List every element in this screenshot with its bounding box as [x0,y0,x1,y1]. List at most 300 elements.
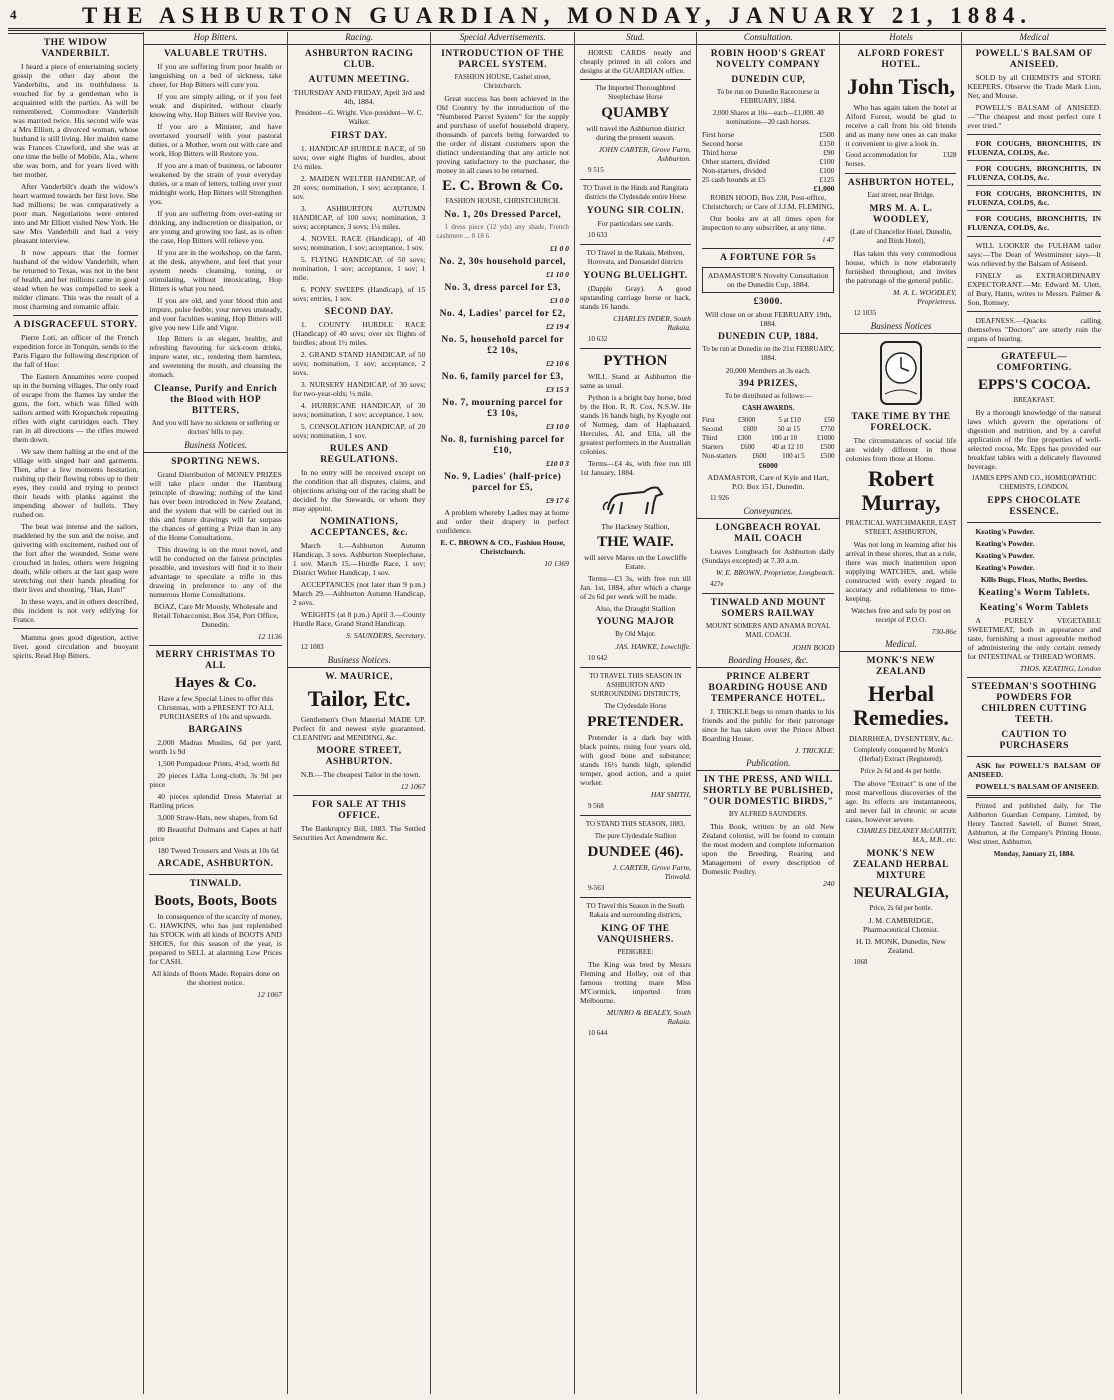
for-sale-text: The Bankruptcy Bill, 1883. The Settled Securities Act Amendment &c. [292,824,426,842]
boots-end: All kinds of Boots Made. Repairs done on the shortest notice. [151,969,280,987]
king-head: TO Travel this Season in the South Rakaia and surrounding districts, [586,902,685,919]
dundee-sub: The pure Clydesdale Stallion [594,832,677,840]
quamby-name: QUAMBY [601,105,670,121]
divider [967,185,1101,186]
cash-a: £600 [743,425,757,433]
race-event: 5. CONSOLATION HANDICAP, of 20 sovs; nomination, 1 sov. [292,422,426,440]
powell3-text: POWELL'S BALSAM OF ANISEED. [975,782,1099,791]
divider [293,795,426,796]
parcel-title: No. 5, household parcel for £2 10s, [441,335,564,356]
divider [149,645,282,646]
colin-head: TO Travel in the Hinds and Rangitata districts the Clydesdale entire Horse [582,184,689,201]
cambridge-sig: J. M. CAMBRIDGE, Pharmaceutical Chemist. [863,916,939,934]
hayes-sub: Have a few Special Lines to offer this Christmas, with a PRESENT TO ALL PURCHASERS of 10s and upwards. [157,694,274,721]
firm-sub: FASHION HOUSE, CHRISTCHURCH. [445,197,560,205]
divider [13,628,138,629]
article-paragraph: Mamma goes good digestion, active liver, good circulation and buoyant spirits. Read Hop Bitters. [13,633,139,660]
bargain-item: 80 Beautiful Dolmans and Capes at half price [149,825,282,843]
street-name: MOORE STREET, ASHBURTON. [316,746,402,767]
robin-address: ROBIN HOOD, Box 238, Post-office, Christchurch; or Care of J.J.M. FLEMING, [702,193,835,211]
tinwald-coach-title: TINWALD AND MOUNT SOMERS RAILWAY [710,598,826,619]
cash-a: £3000 [737,416,756,424]
dunedin-cup-title: DUNEDIN CUP, [731,75,806,85]
coughs-ad: FOR COUGHS, BRONCHITIS, IN FLUENZA, COLDS, &c. [967,164,1101,182]
article-title-widow: THE WIDOW VANDERBILT. [41,38,110,59]
cleanse-sub: And you will have no sickness or suffering or doctors' bills to pay. [151,419,280,436]
epps-title: EPPS'S COCOA. [977,377,1091,393]
drawing-text: This drawing is on the most novel, and will be conducted on the fairest principles possible, and investors will find it to their advantage to speculate a trifle in this drawing in preference to any of the numerous Home Consultations. [149,545,282,599]
cup2-title: DUNEDIN CUP, 1884. [717,332,819,342]
colin-sub: For particulars see cards. [597,219,674,228]
boots-text: In consequence of the scarcity of money, C. HAWKINS, who has just replenished his STOCK with all kinds of BOOTS AND SHOES, for this season of the year, is prepared to SELL at alarming Low Prices for CASH. [149,912,282,966]
divider [967,756,1101,757]
neuralgia-sub: Price, 2s 6d per bottle. [869,904,933,912]
ad-number: 9-563 [587,884,605,892]
tinwald-title: TINWALD. [189,879,242,889]
divider [967,311,1101,312]
prize-total-row [702,184,835,193]
race-event: 5. FLYING HANDICAP, of 50 sovs; nomination, 1 sov; acceptance, 1 sov; 1 mile. [292,255,426,282]
article-paragraph: It now appears that the former husband of the widow Vanderbilt, when he returned to Texas, was not in the best of health, and her millions came in good stead when he was compelled to seek a milder climate. This was the result of a most charming and romantic affair. [13,248,139,311]
article-title-disgraceful: A DISGRACEFUL STORY. [13,320,138,330]
racing-club-title: ASHBURTON RACING CLUB. [304,49,414,70]
divider [149,874,282,875]
murray-sub: PRACTICAL WATCHMAKER, EAST STREET, ASHBURTON, [845,519,957,536]
parcel-entry [436,283,569,305]
column-label: Stud. [575,32,696,45]
cash-c: £500 [820,443,835,451]
cash-row [702,416,835,425]
divider [967,134,1101,135]
column-editorial [8,32,144,1394]
coughs-ad: FOR COUGHS, BRONCHITIS, IN FLUENZA, COLDS, &c. [967,189,1101,207]
young-major-sub: By Old Major. [615,630,656,638]
pretender-head: TO TRAVEL THIS SEASON IN ASHBURTON AND SURROUNDING DISTRICTS, [589,672,682,698]
parcel-total: £3 0 0 [549,296,569,305]
east-street: East street, near Bridge. [867,191,935,199]
prize-value: £125 [819,175,835,184]
parcel-list [436,210,569,505]
parcel-line: 1 dress piece (12 yds) any shade, French cashmere ... 0 18 6 [436,223,569,240]
divider [967,522,1101,523]
quamby-sub: will travel the Ashburton district during the present season. [586,124,685,142]
prize-value: £500 [819,130,835,139]
divider [967,795,1101,798]
arcade-title: ARCADE, ASHBURTON. [157,859,274,869]
caution-title: CAUTION TO PURCHASERS [999,730,1069,751]
parcel-title: No. 9, Ladies' (half-price) parcel for £5, [444,472,562,493]
cash-label: First [701,416,715,424]
cash-c: £750 [820,425,835,433]
trickle-text: J. TRICKLE begs to return thanks to his friends and the public for their patronage since he has taken over the Prince Albert Boarding House. [701,707,835,743]
bargain-item: 180 Tweed Trousers and Vests at 10s 6d [157,846,279,855]
adamastor-box [702,267,835,293]
ad-number: 10 632 [587,335,608,343]
acceptances-text: ACCEPTANCES (not later than 9 p.m.) March 29.—Ashburton Autumn Handicap, 2 sovs. [292,580,426,607]
bargain-item: 3,000 Straw-Hats, new shapes, from 6d [157,813,278,822]
column-hop-bitters [144,32,288,1394]
epps-address: JAMES EPPS AND CO., HOMŒOPATHIC CHEMISTS, LONDON. [971,474,1097,491]
keating-line: Keating's Powder. [975,551,1035,560]
cash-b: 5 at £10 [778,416,801,424]
young-major-name: YOUNG MAJOR [596,617,675,627]
truth-item: If you are a Minister, and have overtaxed yourself with your pastoral duties, or a Mother, worn out with care and work, Hop Bitters will Restore you. [149,122,282,158]
keating-line: Keating's Powder. [975,527,1035,536]
prize-value: £90 [823,148,835,157]
parcel-entry [436,335,569,368]
ad-number: 12 1035 [853,309,877,317]
ad-title-valuable-truths: VALUABLE TRUTHS. [164,49,268,59]
murray-more: Was not long in learning after his arrival in these shores, that as a rule, there was much inattention upon supplying WATCHES, and, while constructed with every regard to accuracy and reliableness to time-keeping. [845,540,957,603]
secretary: S. SAUNDERS, Secretary. [346,631,426,640]
waif-sub: will serve Mares on the Lowcliffe Estate. [583,553,687,571]
newspaper-title: THE ASHBURTON GUARDIAN, MONDAY, JANUARY 21, 1884. [81,3,1033,28]
press-title: IN THE PRESS, AND WILL SHORTLY BE PUBLISHED, "OUR DOMESTIC BIRDS," [703,775,834,807]
first-day-title: FIRST DAY. [330,131,388,141]
parcel-total: £1 10 0 [546,270,569,279]
ad-number: 427e [709,580,724,588]
bargain-item: 40 pieces splendid Dress Material at Rattling prices [149,792,282,810]
tailor-title: Tailor, Etc. [307,686,411,711]
prize-label: Non-starters, divided [701,166,767,175]
powell-title: POWELL'S BALSAM OF ANISEED. [975,49,1093,70]
keating-prop: THOS. KEATING, London [1019,664,1101,673]
tisch-name: John Tisch, [846,74,955,99]
tickets-text: 2,000 Shares at 10s—each—£1,000. 40 nominations—20 cash horses. [712,109,824,126]
cash-row [702,425,835,434]
ad-number: 12 1083 [300,643,324,651]
divider [13,315,138,316]
article-paragraph: After Vanderbilt's death the widow's heart warmed towards her first love. She had millions; he was comparatively a poor man. Negotiations were entered into and Mr Elliott visited New York. He saw Mrs Vanderbilt and had a very pleasant interview. [13,182,139,245]
press-more: This Book, written by an old New Zealand colonist, will be found to contain the most modern and complete information upon the Breeding, Rearing and Management of every description of Domestic Poultry. [701,822,835,876]
column-label [8,32,143,34]
coach-owner: W. E. BROWN, Proprietor, Longbeach. [715,568,835,577]
parcel-title: No. 7, mourning parcel for £3 10s, [442,398,564,419]
firm-name: E. C. Brown & Co. [442,178,564,194]
parcel-entry [436,472,569,505]
monk-more: The above "Extract" is one of the most marvellous discoveries of the age. Its effects are instantaneous, and never fail in chronic or acute cases, however severe. [845,779,957,824]
cash-a: £300 [737,434,752,442]
prizes2-title: 394 PRIZES, [738,379,798,389]
cash-row [702,443,835,452]
woodley-more: Has taken this very commodious house, which is now elaborately furnished throughout, and invites the patronage of the general public. [845,249,957,285]
woodley-name: MRS M. A. L. WOODLEY, [869,204,933,225]
prize-label: 25 cash hounds at £5 [701,175,766,184]
parcel-title: No. 8, furnishing parcel for £10, [440,435,565,456]
fortune-line: £3000. [753,297,783,307]
diarrhoea-title: DIARRHŒA, DYSENTERY, &c. [849,734,953,743]
ashburton-hotel-title: ASHBURTON HOTEL, [847,178,955,188]
monk-prop: H. D. MONK, Dunedin, New Zealand. [856,937,946,955]
xmas-title: MERRY CHRISTMAS TO ALL [155,650,276,671]
section-label: Business Notices. [288,655,431,668]
divider [580,667,691,668]
divider [580,348,691,349]
parcel-total: £3 10 0 [546,422,569,431]
members-text: 20,000 Members at 3s each. [725,366,811,375]
parcel-title: No. 6, family parcel for £3, [441,372,564,382]
ad-number: 1068 [853,958,868,966]
fashion-house: FASHION HOUSE, Cashel street, Christchurch. [454,73,551,90]
prizes2-sub: To be distributed as follows:— [724,392,812,400]
horse-illustration-icon [600,480,670,520]
column-special-ads [431,32,575,1394]
close-date: Will close on or about FEBRUARY 19th, 1884. [705,310,832,328]
truth-item: If you are in the workshop, on the farm, at the desk, anywhere, and feel that your system needs cleansing, toning, or stimulating, without intoxicating, Hop Bitters is what you need. [149,248,282,293]
trickle-sig: J. TRICKLE. [795,746,835,755]
ad-number: 12 1067 [400,782,426,791]
prize-row [702,166,835,175]
cash-a: £600 [752,452,767,460]
column-hotels [840,32,962,1394]
weights-text: WEIGHTS (at 8 p.m.) April 3.—County Hurdle Race, Grand Stand Handicap. [292,610,426,628]
kills-text: Kills Bugs, Fleas, Moths, Beetles. [980,575,1088,584]
parcel-entry [436,372,569,394]
coach-sub: Leaves Longbeach for Ashburton daily (Sundays excepted) at 7.30 a.m. [701,547,835,565]
hayes-name: Hayes & Co. [174,675,257,691]
article-paragraph: The beat was intense and the sailors, maddened by the sun and the noise, and quivering with excitement, rushed out of the fort after the wounded. Some were crouched in holes, others were feigning death, while others at the last gasp were stretching out their hands pleading for their lives and shouting, "Han, Han!" [13,522,139,594]
section-label: Medical. [840,639,961,652]
grand-total: £6000 [758,461,778,470]
ad-number: 10 1369 [544,559,569,568]
herbal-title: Herbal Remedies. [853,681,949,730]
boots-title: Boots, Boots, Boots [154,893,277,909]
prize-total: £1,000 [813,184,835,193]
divider [580,244,691,245]
truth-item: If you are suffering from poor health or languishing on a bed of sickness, take cheer, for Hop Bitters will cure you. [149,62,282,89]
monk-title: MONK'S NEW ZEALAND [866,656,936,677]
finely-text: FINELY as EXTRAORDINARY EXPECTORANT.—Mr. Edward M. Ulett, of Bury, Hants, writes to Messrs. Palmer & Son, Romsey. [967,271,1101,307]
king-pedigree: PEDIGREE: [617,948,654,956]
mccarthy-sig: CHARLES DELANEY McCARTHY, M.A., M.B., etc. [856,827,957,844]
maurice-name: W. MAURICE, [325,672,393,682]
monk-mixture-title: MONK'S NEW ZEALAND HERBAL MIXTURE [852,849,949,881]
pretender-name: PRETENDER. [587,714,684,730]
woodley-sub: (Late of Chancellor Hotel, Dunedin, and Birds Hotel), [850,228,952,245]
cash-label: Third [701,434,718,442]
epps-chocolate: EPPS CHOCOLATE ESSENCE. [987,496,1082,517]
cash-c: £50 [823,416,835,424]
king-name: KING OF THE VANQUISHERS. [597,924,674,945]
column-label: Hotels [840,32,961,45]
take-time-title: TAKE TIME BY THE FORELOCK. [851,412,951,433]
race-event: 4. HURRICANE HANDICAP, of 30 sovs; nomination, 1 sov; acceptance, 1 sov. [292,401,426,419]
ad-number: 11 926 [709,494,729,502]
diarrhoea-sub: Completely conquered by Monk's (Herbal) Extract (Registered). [853,746,949,763]
carter-contact: J. CARTER, Grove Farm, Tinwald. [612,863,691,881]
tailor-text: Gentlemen's Own Material MADE UP. Perfect fit and newest style guaranteed. CLEANING and MENDING, &c. [292,715,426,742]
parcel-title: No. 1, 20s Dressed Parcel, [444,210,562,220]
python-more: Python is a bright bay horse, bred by the Hon. R. R. Cox, N.S.W. He stands 16 hands high, by Kyogle out of Nutmeg, dam of Haphazard, Hercules, Al, and Ella, all the greatest performers in the Australian colonies. [579,393,691,456]
inder-contact: CHARLES INDER, South Rakaia. [613,314,691,332]
ad-number: 10 644 [587,1029,608,1037]
prize-row [702,139,835,148]
article-paragraph: The Eastern Annamites were cooped up in the burning villages. The only road of escape from the flames lay under the guns, the fort, which was filled with sailors armed with Kropatchek repeating rifles with eight cartridges each. They ran in all directions — the rifles mowed them down. [13,372,139,444]
divider [967,210,1101,211]
neuralgia-title: NEURALGIA, [853,885,949,901]
parcel-total: £10 0 3 [546,459,569,468]
officers: President—G. Wright. Vice-president—W. C. Walker. [295,109,424,126]
divider [702,248,835,249]
race-event: 6. PONY SWEEPS (Handicap), of 15 sovs; entries, 1 sov. [292,285,426,303]
second-day-title: SECOND DAY. [324,307,394,317]
waif-terms: Terms—£3 3s, with free run till Jan. 1st, 1884, after which a charge of 2s 6d per week will be made. [579,574,691,601]
rules-title: RULES AND REGULATIONS. [320,444,399,465]
footer-date: Monday, January 21, 1884. [993,850,1075,858]
price-text: Price 2s 6d and 4s per bottle. [860,767,942,775]
bargain-item: 20 pieces Lidia Long-cloth, 3s 9d per piece [149,771,282,789]
race-event: 3. NURSERY HANDICAP, of 30 sovs; for two-year-olds; ½ mile. [292,380,426,398]
pretender-more: Pretender is a dark bay with black points, rising four years old, with good bone and substance; stands 16½ hands high, splendid temper, good action, and a quiet worker. [579,733,691,787]
divider [967,347,1101,348]
ad-number: 12 1136 [257,632,282,641]
ad-number: 10 633 [587,231,608,239]
take-time-text: The circumstances of social life are widely different in those colonies from those at Home. [845,436,957,463]
hackney-label: The Hackney Stallion, [601,522,670,531]
breakfast-label: BREAKFAST. [1013,396,1055,404]
bluelight-name: YOUNG BLUELIGHT. [583,271,688,281]
divider [580,179,691,180]
prize-row [702,157,835,166]
parcel-total: £1 0 0 [549,244,569,253]
divider [580,897,691,898]
section-label: Publication. [697,758,840,771]
cash-award-table [702,416,835,461]
python-fee: Terms—£4 4s, with free run till 1st January, 1884. [579,459,691,477]
divider [845,173,956,174]
closing-text: A problem whereby Ladies may at home and order their drapery in perfect confidence. [436,508,569,535]
race-event: 3. ASHBURTON AUTUMN HANDICAP, of 100 sovs; nomination, 3 sovs; acceptance, 3 sovs; 1¼ miles. [292,204,426,231]
masthead [8,4,1106,31]
footer-imprint: Printed and published daily, for The Ashburton Guardian Company, Limited, by Henry Tancred Sawtell, of Burnet Street, Ashburton, at the Company's Printing House, West street, Ashburton. [967,802,1101,846]
ad-number: 730-86e [931,627,957,636]
imported-horse: The Imported Thoroughbred Steeplechase Horse [595,84,676,101]
cash-row [702,434,835,443]
cash-b: 100 at 5 [782,452,805,460]
hay-smith: HAY SMITH, [650,790,691,799]
article-paragraph: I heard a piece of entertaining society gossip the other day about the Vanderbilts, and its truthfulness is vouched for by a gentleman who is acquainted with the parties. As will be remembered, Commodore Vanderbilt was married twice. His second wife was a Mrs Elliott, a divorced woman, whose husband is still living. Her maiden name was Frances Crawford, and she was at one time the belle of Mobile, Ala., where she was born, and for years lived with her mother. [13,62,139,179]
bargain-item: 2,000 Madras Muslins, 6d per yard, worth 1s 9d [149,738,282,756]
cash-row [702,452,835,461]
parcel-entry [436,309,569,331]
waif-name: THE WAIF. [597,534,674,550]
coughs-ad: FOR COUGHS, BRONCHITIS, IN FLUENZA, COLDS, &c. [967,139,1101,157]
young-colin-name: YOUNG SIR COLIN. [586,206,685,216]
cup2-sub: To be run at Dunedin on the 21st FEBRUARY, 1884. [702,345,834,362]
deafness-text: DEAFNESS.—Quacks calling themselves "Doctors" are utterly ruin the organs of hearing. [967,316,1101,343]
watches-text: Watches free and safe by post on receipt of P.O.O. [851,606,951,624]
murray-name: Robert Murray, [861,466,941,515]
king-address: MUNRO & BEALEY, South Rakaia. [606,1008,691,1026]
sporting-text: Grand Distribution of MONEY PRIZES will take place under the Hamburg principle of drawing; nothing of the kind has ever been introduced in New Zealand, and the system that will be carried out in this and future drawings will far surpass the chances of getting a Prize than in any of the Home Consultations. [149,470,282,542]
parcel-title: No. 2, 30s household parcel, [439,257,566,267]
keating-text: A PURELY VEGETABLE SWEETMEAT, both in appearance and taste, furnishing a most agreeable method of administering the only certain remedy for INTESTINAL or THREAD WORMS. [967,616,1101,661]
prize-label: First horse [701,130,735,139]
bluelight-sub: (Dapple Gray). A good upstanding carriage horse or hack, stands 16 hands. [579,284,691,311]
article-paragraph: We saw them halting at the end of the village with singed hair and garments. Then, after a few moments hesitation, rushing up their flowing robes up to their eyes, they could and trying to protect their heads with planks against the impending shower of bullets. They rushed on. [13,447,139,519]
firm-address: E. C. BROWN & CO., Fashion House, Christchurch. [440,538,566,556]
column-racing [288,32,432,1394]
cash-c: £1000 [816,434,835,442]
prize-label: Third horse [701,148,738,157]
parcel-title: No. 4, Ladies' parcel for £2, [439,309,566,319]
meeting-title: AUTUMN MEETING. [308,75,410,85]
meeting-dates: THURSDAY AND FRIDAY, April 3rd and 4th, 1884. [293,88,425,106]
divider [702,593,835,594]
race-event: 2. GRAND STAND HANDICAP, of 50 sovs; nomination, 1 sov; acceptance, 2 sovs. [292,350,426,377]
race-event: 1. COUNTY HURDLE RACE (Handicap) of 40 sovs; over six flights of hurdles; about 1½ miles. [292,320,426,347]
tisch-sub: Who has again taken the hotel at Alford Forest, would be glad to receive a call from his old friends and as many new ones as can make it convenient to give a look in. [845,103,957,148]
ad-number: 9 515 [587,166,604,174]
parcel-system-title: INTRODUCTION OF THE PARCEL SYSTEM. [441,49,565,70]
parcel-total: £3 15 3 [546,385,569,394]
intro-text: Great success has been achieved in the Old Country by the introduction of the "Numbered Parcel System" for the supply and purchase of useful household drapery, thousands of parcels being forwarded to the order of distant customers upon the distinct understanding that any article not proving satisfactory to the purchaser, the money in all cases to be returned. [436,94,569,175]
keating-worm-title-2: Keating's Worm Tablets [979,603,1089,613]
section-label: Business Notices [840,321,961,334]
truth-item: If you are suffering from over-eating or drinking, any indiscretion or dissipation, or are young and growing too fast, as is often the case, Hop Bitters will relieve you. [149,209,282,245]
woodley-sig: M. A. L. WOODLEY, Proprietress. [892,288,957,306]
prize-label: Second horse [701,139,743,148]
page-number: 4 [10,7,17,22]
coach-title: LONGBEACH ROYAL MAIL COACH [715,523,821,544]
alford-title: ALFORD FOREST HOTEL. [857,49,945,70]
section-label: Boarding Houses, &c. [697,655,840,668]
steedman-title: STEEDMAN'S SOOTHING POWDERS FOR CHILDREN CUTTING TEETH. [971,682,1097,725]
keating-worm-title: Keating's Worm Tablets. [978,588,1091,598]
bood-sig: JOHN BOOD [792,643,835,652]
parcel-entry [436,210,569,253]
dundee-head: TO STAND THIS SEASON, 1883, [585,820,685,828]
ad-number: 240 [823,879,835,888]
robin-hood-title: ROBIN HOOD'S GREAT NOVELTY COMPANY [710,49,826,70]
pretender-sub: The Clydesdale Horse [604,702,667,710]
parcel-total: £2 19 4 [546,322,569,331]
column-label: Hop Bitters. [144,32,287,45]
column-medical [962,32,1106,1394]
divider [580,79,691,80]
section-label: Business Notices. [144,440,287,453]
page-columns [8,32,1106,1394]
hop-notice: Hop Bitters is an elegant, healthy, and refreshing flavouring for sick-room drinks, impure water, etc., rendering them harmless, and sweetening the mouth, and cleansing the stomach. [149,335,282,379]
section-label: Conveyances. [697,506,840,519]
truth-item: If you are a man of business, or labourer weakened by the strain of your everyday duties, or a man of letters, toiling over your midnight work, Hop Bitters will Strengthen you. [149,161,282,206]
cash-b: 50 at 15 [777,425,801,433]
column-stud [575,32,697,1394]
divider [967,677,1101,678]
ask-text: ASK for POWELL'S BALSAM OF ANISEED. [967,761,1101,779]
keating-line: Keating's Powder. [975,539,1035,548]
for-sale-title: FOR SALE AT THIS OFFICE. [311,800,407,821]
python-text: WILL Stand at Ashburton the same as usual. [579,372,691,390]
prize-row [702,148,835,157]
cash-b: 100 at 10 [771,434,798,442]
cash-b: 40 at 12 10 [771,443,804,451]
prize-value: £150 [819,139,835,148]
article-paragraph: Pierre Loti, an officer of the French expedition force in Tonquin, sends to the Paris Figaro the following description of the fall of Hue: [13,333,139,369]
race-event: 1. HANDICAP HURDLE RACE, of 50 sovs; over eight flights of hurdles, about 1½ miles. [292,144,426,171]
truth-item: If you are old, and your blood thin and impure, pulse feeble, your nerves unsteady, and your faculties waning, Hop Bitters will give you new Life and Vigor. [149,296,282,332]
prince-albert-title: PRINCE ALBERT BOARDING HOUSE AND TEMPERANCE HOTEL. [708,672,828,704]
cash-label: Second [701,425,723,433]
cash-award-label: CASH AWARDS. [742,404,795,412]
prize-value: £100 [819,157,835,166]
column-label: Medical [962,32,1106,45]
parcel-total: £9 17 6 [546,496,569,505]
adamastor-text: ADAMASTOR'S Novelty Consultation on the Dunedin Cup, 1884. [707,271,829,289]
clock-illustration-icon [871,338,931,408]
nominations-title: NOMINATIONS, ACCEPTANCES, &c. [310,517,409,538]
article-paragraph: In these ways, and in others described, this incident is not very edifying for France. [13,597,139,624]
